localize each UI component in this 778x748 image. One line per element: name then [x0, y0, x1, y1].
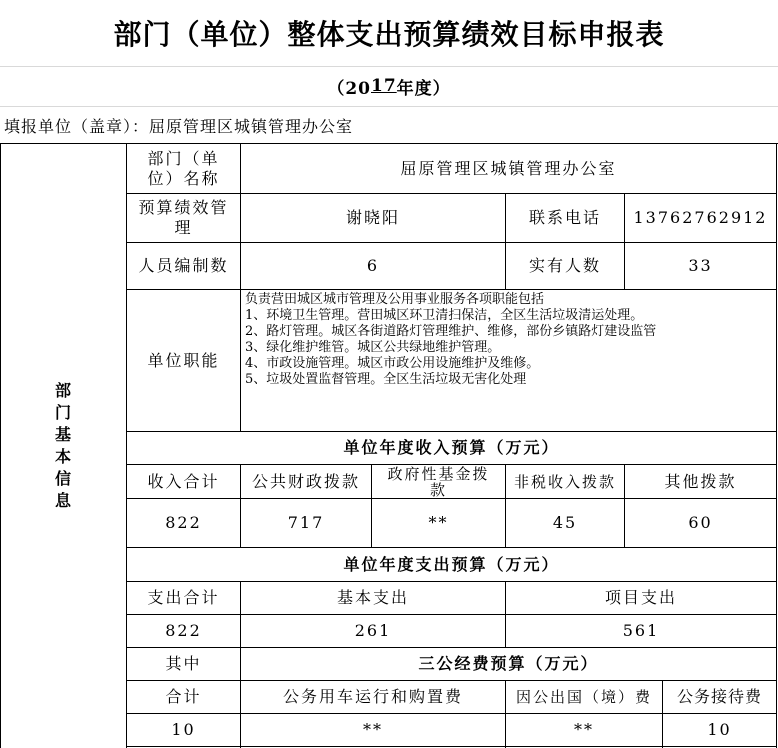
income-col-public-finance: 公共财政拨款	[251, 471, 360, 491]
income-non-tax-value: 45	[552, 513, 578, 532]
year-prefix: （20	[327, 78, 371, 99]
three-public-reception-value: 10	[707, 720, 732, 739]
form-title: 部门（单位）整体支出预算绩效目标申报表	[113, 18, 665, 51]
three-public-vehicle-value: **	[363, 720, 383, 739]
three-public-header: 三公经费预算（万元）	[418, 654, 599, 673]
qizhong-label: 其中	[165, 654, 202, 673]
phone-label: 联系电话	[528, 208, 601, 227]
row-line	[126, 746, 777, 747]
fiscal-year	[0, 66, 778, 106]
income-col-gov-fund: 政府性基金拨款	[387, 465, 490, 498]
duties-label: 单位职能	[147, 350, 220, 370]
year-suffix: 年度）	[396, 78, 451, 99]
duties-text: 负责营田城区城市管理及公用事业服务各项职能包括 1、环境卫生管理。营田城区环卫清扫保洁，全区生活垃圾清运处理。 2、路灯管理。城区各街道路灯管理维护、维修，部份乡镇路灯建设监管 3、绿化维护维管。城区公共绿地维护管理。 4、市政设施管理。城区市政公用设施维护及维修。 5、垃圾处置监督管理。全区生活垃圾无害化处理	[245, 292, 657, 387]
side-char: 息	[54, 491, 71, 510]
dept-basic-info-label	[0, 144, 126, 748]
dept-name-value: 屈原管理区城镇管理办公室	[400, 158, 617, 178]
table-right-border	[776, 143, 777, 748]
three-public-col-reception: 公务接待费	[676, 687, 762, 706]
expense-total-value: 822	[165, 621, 202, 640]
year-digits: 17	[371, 76, 397, 96]
expense-col-project: 项目支出	[604, 588, 677, 607]
staff-quota-label: 人员编制数	[138, 256, 229, 275]
phone-value: 13762762912	[633, 208, 768, 227]
income-gov-fund-value: **	[428, 513, 449, 532]
expense-col-basic: 基本支出	[336, 588, 409, 607]
expense-basic-value: 261	[354, 621, 392, 640]
income-other-value: 60	[688, 513, 713, 532]
income-col-total: 收入合计	[147, 471, 220, 491]
three-public-col-vehicle: 公务用车运行和购置费	[282, 687, 463, 706]
side-char: 基	[54, 425, 71, 444]
staff-actual-label: 实有人数	[528, 256, 601, 275]
staff-actual-value: 33	[688, 256, 713, 275]
three-public-col-total: 合计	[165, 687, 202, 706]
expense-project-value: 561	[622, 621, 660, 640]
dept-name-label: 部门（单位）名称	[147, 148, 220, 188]
reporting-unit: 填报单位（盖章）：屈原管理区城镇管理办公室	[4, 116, 354, 136]
three-public-col-abroad: 因公出国（境）费	[516, 688, 653, 706]
expense-col-total: 支出合计	[147, 588, 220, 607]
expense-budget-header: 单位年度支出预算（万元）	[343, 554, 560, 574]
side-char: 门	[54, 403, 71, 422]
income-public-finance-value: 717	[287, 513, 325, 532]
budget-manager-label: 预算绩效管理	[138, 198, 229, 237]
staff-quota-value: 6	[366, 256, 380, 275]
income-col-non-tax: 非税收入拨款	[514, 472, 617, 491]
income-budget-header: 单位年度收入预算（万元）	[343, 438, 560, 457]
budget-manager-value: 谢晓阳	[345, 208, 400, 227]
side-char: 本	[54, 447, 71, 466]
side-char: 信	[54, 469, 71, 488]
side-char: 部	[54, 381, 71, 400]
income-total-value: 822	[165, 513, 202, 532]
three-public-total-value: 10	[171, 720, 196, 739]
three-public-abroad-value: **	[574, 720, 594, 739]
income-col-other: 其他拨款	[664, 471, 737, 491]
